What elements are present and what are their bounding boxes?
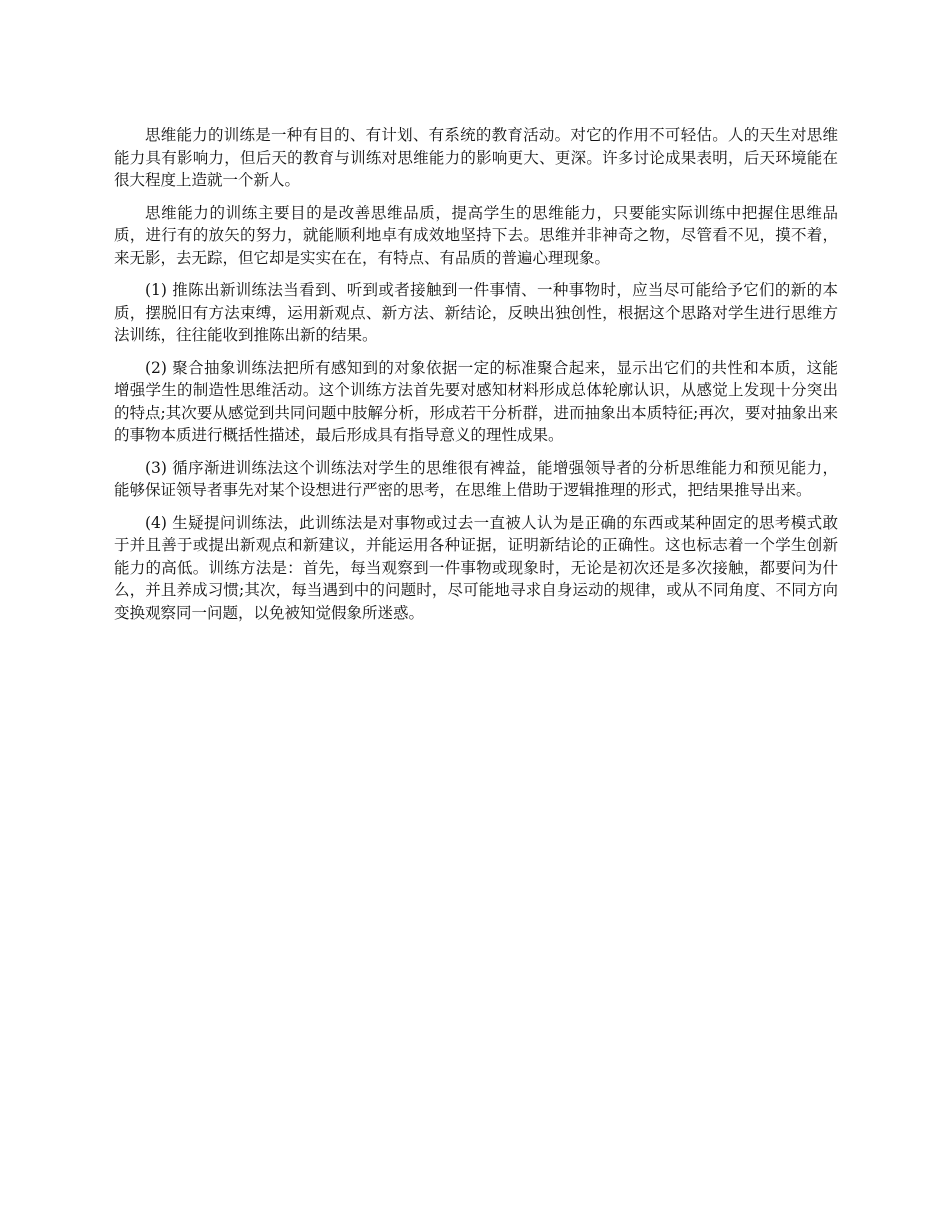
paragraph-method-2: (2) 聚合抽象训练法把所有感知到的对象依据一定的标准聚合起来，显示出它们的共性和本质，这能增强学生的制造性思维活动。这个训练方法首先要对感知材料形成总体轮廓认识，从感觉上发现十分突出的特点;其次要从感觉到共同问题中肢解分析，形成若干分析群，进而抽象出本质特征;再次，要对抽象出来的事物本质进行概括性描述，最后形成具有指导意义的理性成果。 — [114, 358, 838, 444]
paragraph-method-1: (1) 推陈出新训练法当看到、听到或者接触到一件事情、一种事物时，应当尽可能给予它们的新的本质，摆脱旧有方法束缚，运用新观点、新方法、新结论，反映出独创性，根据这个思路对学生进行思维方法训练，往往能收到推陈出新的结果。 — [114, 281, 838, 344]
paragraph-intro: 思维能力的训练是一种有目的、有计划、有系统的教育活动。对它的作用不可轻估。人的天生对思维能力具有影响力，但后天的教育与训练对思维能力的影响更大、更深。许多讨论成果表明，后天环境能在很大程度上造就一个新人。 — [114, 126, 838, 189]
paragraph-method-3: (3) 循序渐进训练法这个训练法对学生的思维很有裨益，能增强领导者的分析思维能力和预见能力，能够保证领导者事先对某个设想进行严密的思考，在思维上借助于逻辑推理的形式，把结果推导出来。 — [114, 458, 838, 499]
paragraph-purpose: 思维能力的训练主要目的是改善思维品质，提高学生的思维能力，只要能实际训练中把握住思维品质，进行有的放矢的努力，就能顺利地卓有成效地坚持下去。思维并非神奇之物，尽管看不见，摸不着，来无影，去无踪，但它却是实实在在，有特点、有品质的普遍心理现象。 — [114, 203, 838, 267]
document-body — [114, 124, 838, 634]
paragraph-method-4: (4) 生疑提问训练法，此训练法是对事物或过去一直被人认为是正确的东西或某种固定的思考模式敢于并且善于或提出新观点和新建议，并能运用各种证据，证明新结论的正确性。这也标志着一个学生创新能力的高低。训练方法是：首先，每当观察到一件事物或现象时，无论是初次还是多次接触，都要问为什么，并且养成习惯;其次，每当遇到中的问题时，尽可能地寻求自身运动的规律，或从不同角度、不同方向变换观察同一问题，以免被知觉假象所迷惑。 — [114, 513, 838, 622]
